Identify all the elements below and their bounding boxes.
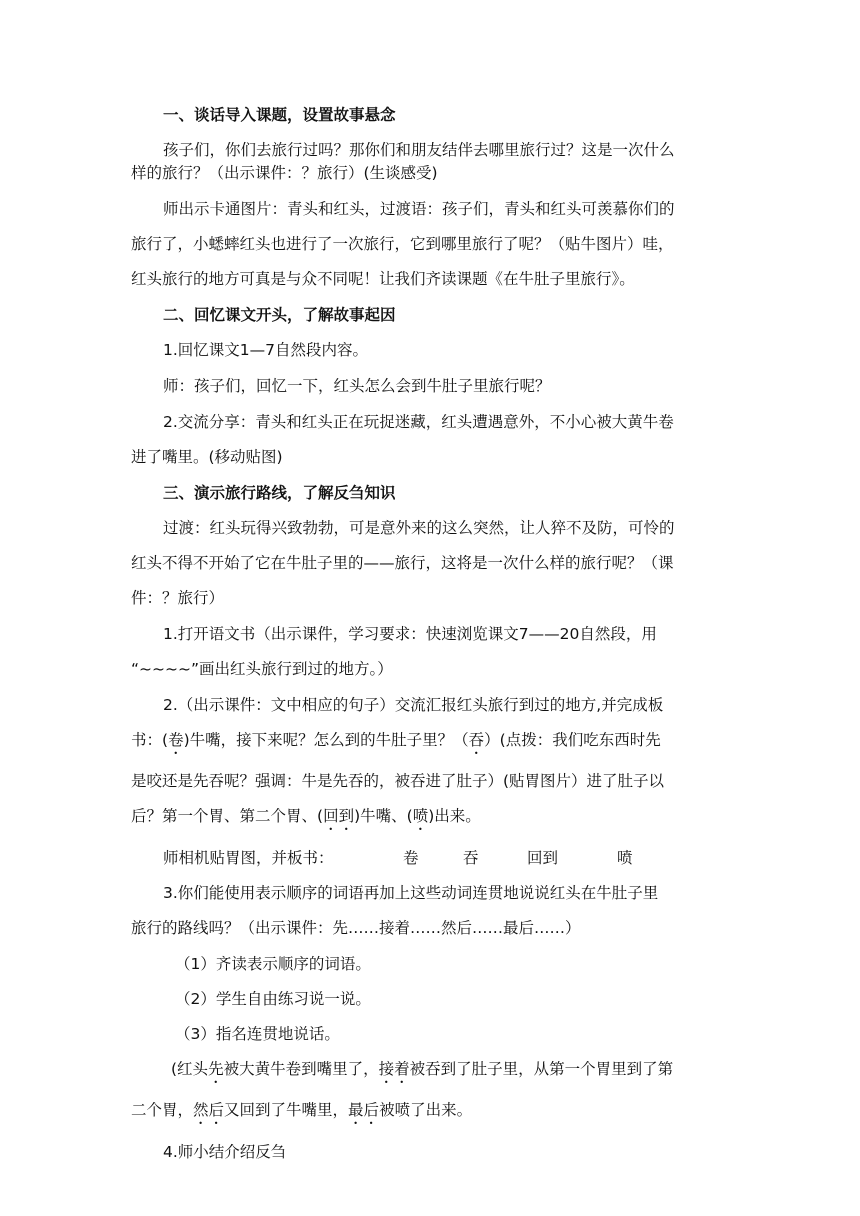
- paragraph-6-line-1: 过渡：红头玩得兴致勃勃，可是意外来的这么突然，让人猝不及防，可怜的: [163, 519, 675, 537]
- board-word: 回到: [527, 849, 559, 867]
- board-writing-line: [131, 847, 731, 882]
- paragraph-7-line-1: 1.打开语文书（出示课件，学习要求：快速浏览课文7——20自然段，用: [163, 625, 657, 643]
- paragraph-8-line-2: [131, 729, 731, 758]
- text-span: 又回到了牛嘴里，: [224, 1101, 349, 1119]
- board-label: 师相机贴胃图，并板书：: [163, 849, 334, 867]
- text-span: ）(点拨：我们吃东西时先: [484, 731, 661, 749]
- emphasized-word: 然后: [193, 1101, 225, 1119]
- paragraph-2-line-1: 师出示卡通图片：青头和红头，过渡语：孩子们，青头和红头可羡慕你们的: [163, 200, 675, 218]
- paragraph-8-line-1: 2.（出示课件：文中相应的句子）交流汇报红头旅行到过的地方,并完成板: [163, 696, 664, 714]
- emphasized-word: 接着: [378, 1060, 410, 1078]
- emphasized-word: 卷: [168, 731, 184, 749]
- paragraph-3: 1.回忆课文1—7自然段内容。: [163, 341, 369, 359]
- emphasized-word: 喷: [412, 807, 429, 825]
- text-span: )出来。: [428, 807, 481, 825]
- document-body: [131, 104, 731, 1164]
- paragraph-9-line-2: 旅行的路线吗？（出示课件：先……接着……然后……最后……）: [131, 919, 581, 937]
- text-span: 被大黄牛卷到嘴里了，: [223, 1060, 379, 1078]
- paragraph-5-line-2: 进了嘴里。(移动贴图): [131, 448, 283, 466]
- sub-item-3: （3）指名连贯地说话。: [175, 1025, 340, 1043]
- text-span: 被喷了出来。: [379, 1101, 473, 1119]
- emphasized-word: 最后: [348, 1101, 380, 1119]
- paragraph-5-line-1: 2.交流分享：青头和红头正在玩捉迷藏，红头遭遇意外，不小心被大黄牛卷: [163, 413, 674, 431]
- text-span: 被吞到了肚子里，从第一个胃里到了第: [409, 1060, 674, 1078]
- paragraph-8-line-3: 是咬还是先吞呢？强调：牛是先吞的，被吞进了肚子）(贴胃图片）进了肚子以: [131, 772, 665, 790]
- paragraph-11: 4.师小结介绍反刍: [163, 1143, 287, 1161]
- paragraph-2-line-2: 旅行了，小蟋蟀红头也进行了一次旅行，它到哪里旅行了呢？（贴牛图片）哇，: [131, 235, 674, 253]
- paragraph-8-line-4: [131, 805, 731, 834]
- text-span: 二个胃，: [131, 1101, 194, 1119]
- paragraph-10-line-1: [131, 1058, 731, 1087]
- text-span: )牛嘴、(: [354, 807, 413, 825]
- paragraph-1-line-2: 样的旅行？（出示课件：？旅行）(生谈感受): [131, 164, 438, 182]
- sub-item-1: （1）齐读表示顺序的词语。: [175, 955, 371, 973]
- board-word: 卷: [403, 849, 419, 867]
- board-word: 吞: [463, 849, 479, 867]
- emphasized-word: 先: [208, 1060, 224, 1078]
- emphasized-word: 回到: [323, 807, 355, 825]
- paragraph-6-line-2: 红头不得不开始了它在牛肚子里的——旅行，这将是一次什么样的旅行呢？（课: [131, 554, 674, 572]
- paragraph-6-line-3: 件：？旅行）: [131, 589, 225, 607]
- text-span: )牛嘴，接下来呢？怎么到的牛肚子里？（: [183, 731, 469, 749]
- paragraph-4: 师：孩子们，回忆一下，红头怎么会到牛肚子里旅行呢？: [163, 377, 551, 395]
- paragraph-9-line-1: 3.你们能使用表示顺序的词语再加上这些动词连贯地说说红头在牛肚子里: [163, 884, 659, 902]
- section-heading-3: 三、演示旅行路线，了解反刍知识: [163, 484, 396, 502]
- section-heading-1: 一、谈话导入课题，设置故事悬念: [163, 106, 396, 124]
- paragraph-10-line-2: [131, 1099, 731, 1128]
- paragraph-1-line-1: 孩子们，你们去旅行过吗？那你们和朋友结伴去哪里旅行过？这是一次什么: [163, 141, 675, 159]
- text-span: 书：(: [131, 731, 169, 749]
- text-span: 后？第一个胃、第二个胃、(: [131, 807, 324, 825]
- paragraph-7-line-2: “~~~~”画出红头旅行到过的地方。）: [131, 660, 393, 678]
- section-heading-2: 二、回忆课文开头，了解故事起因: [163, 306, 396, 324]
- emphasized-word: 吞: [468, 731, 485, 749]
- board-word: 喷: [617, 849, 633, 867]
- sub-item-2: （2）学生自由练习说一说。: [175, 990, 371, 1008]
- text-span: (红头: [171, 1060, 209, 1078]
- paragraph-2-line-3: 红头旅行的地方可真是与众不同呢！让我们齐读课题《在牛肚子里旅行》。: [131, 270, 635, 288]
